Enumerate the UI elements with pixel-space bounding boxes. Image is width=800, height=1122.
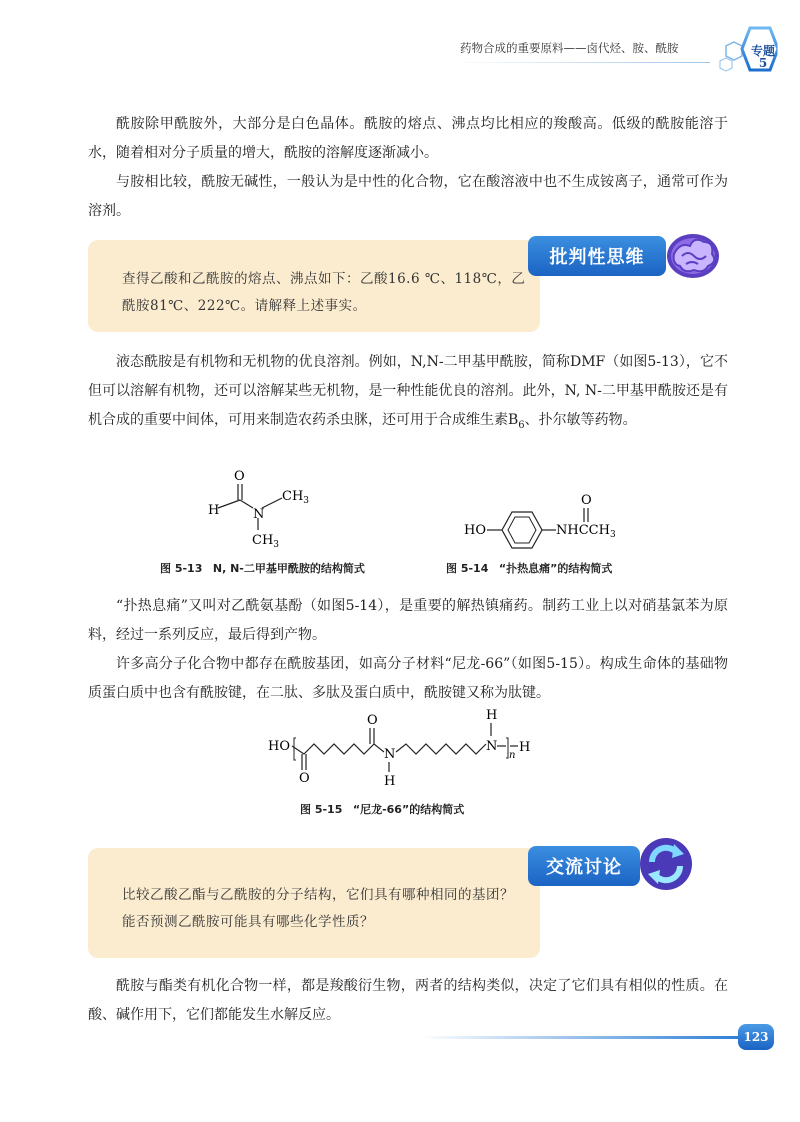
brain-icon — [664, 228, 722, 284]
badge-number: 5 — [758, 56, 768, 70]
running-header: 药物合成的重要原料——卤代烃、胺、酰胺 — [460, 41, 679, 55]
fig15-hydrogen-top: H — [486, 708, 498, 723]
dmf-paragraph — [88, 348, 728, 440]
figure-5-14-caption — [446, 560, 612, 576]
fig13-methyl-bottom: $CH_3$ — [252, 533, 280, 550]
fig15-oxygen-bottom: O — [299, 771, 310, 786]
paragraph-hydrolysis: 酰胺与酯类有机化合物一样，都是羧酸衍生物，两者的结构类似，决定了它们具有相似的性质。在酸、碱作用下，它们都能发生水解反应。 — [88, 978, 728, 1023]
fig15-caption-num: 图 5-15 — [300, 803, 343, 816]
figure-5-13-structure — [200, 462, 320, 557]
fig14-acetamide-group: $NHCCH_3$ — [556, 523, 616, 540]
critical-thinking-box — [88, 240, 540, 332]
fig13-oxygen: O — [234, 469, 245, 484]
discussion-tag: 交流讨论 — [528, 846, 640, 886]
figure-5-14-structure — [462, 488, 632, 553]
page-number: 123 — [743, 1030, 769, 1044]
bottom-paragraph — [88, 972, 728, 1030]
critical-thinking-text: 查得乙酸和乙酰胺的熔点、沸点如下：乙酸16.6 ℃、118℃，乙酰胺81℃、222℃。请解释上述事实。 — [122, 271, 526, 314]
fig15-nitrogen-end: N — [486, 739, 498, 754]
fig14-caption-num: 图 5-14 — [446, 562, 489, 575]
fig14-oxygen: O — [581, 493, 592, 508]
critical-thinking-tag: 批判性思维 — [528, 236, 666, 276]
middle-paragraphs — [88, 592, 728, 708]
figure-5-13-caption — [160, 560, 365, 576]
paragraph-paracetamol: “扑热息痛”又叫对乙酰氨基酚（如图5-14），是重要的解热镇痛药。制药工业上以对硝基氯苯为原料，经过一系列反应，最后得到产物。 — [88, 598, 728, 643]
fig14-hydroxy: HO — [464, 523, 486, 538]
refresh-arrows-icon — [636, 836, 696, 892]
badge-label: 专题 — [750, 44, 775, 58]
fig15-ho: HO — [268, 739, 290, 754]
fig15-repeat-n: n — [509, 750, 516, 761]
intro-paragraphs — [88, 110, 728, 226]
footer-rule — [420, 1036, 740, 1039]
fig13-hydrogen: H — [208, 503, 220, 518]
paragraph-properties: 酰胺除甲酰胺外，大部分是白色晶体。酰胺的熔点、沸点均比相应的羧酸高。低级的酰胺能溶于水，随着相对分子质量的增大，酰胺的溶解度逐渐减小。 — [88, 116, 728, 161]
page-number-badge — [738, 1024, 774, 1050]
fig15-hydrogen-mid: H — [384, 774, 396, 789]
fig13-nitrogen: N — [253, 507, 265, 522]
paragraph-comparison: 与胺相比较，酰胺无碱性，一般认为是中性的化合物，它在酸溶液中也不生成铵离子，通常可作为溶剂。 — [88, 174, 728, 219]
fig14-caption-text: “扑热息痛”的结构简式 — [498, 562, 613, 575]
header-rule — [450, 62, 710, 63]
fig13-methyl-top: $CH_3$ — [282, 489, 310, 506]
fig15-caption-text: “尼龙-66”的结构简式 — [352, 803, 465, 816]
figure-5-15-caption — [300, 801, 464, 817]
fig15-nitrogen-mid: N — [384, 747, 396, 762]
fig15-oxygen-top: O — [367, 713, 378, 728]
dmf-text: 液态酰胺是有机物和无机物的优良溶剂。例如，N,N-二甲基甲酰胺，简称DMF（如图5-13），它不但可以溶解有机物，还可以溶解某些无机物，是一种性能优良的溶剂。此外，N, N-二甲基甲酰胺还是有机合成的重要中间体，可用来制造农药杀虫脒，还可用于合成维生素B — [88, 354, 728, 428]
fig15-hydrogen-end: H — [519, 740, 531, 755]
fig13-caption-num: 图 5-13 — [160, 562, 203, 575]
paragraph-nylon: 许多高分子化合物中都存在酰胺基团，如高分子材料“尼龙-66”（如图5-15）。构成生命体的基础物质蛋白质中也含有酰胺键，在二肽、多肽及蛋白质中，酰胺键又称为肽键。 — [88, 656, 728, 701]
discussion-box — [88, 848, 540, 958]
fig13-caption-text: N, N-二甲基甲酰胺的结构简式 — [212, 562, 365, 575]
discussion-text: 比较乙酸乙酯与乙酰胺的分子结构，它们具有哪种相同的基团？能否预测乙酰胺可能具有哪些化学性质？ — [122, 887, 514, 930]
chapter-badge — [708, 20, 800, 84]
figure-5-15-structure — [266, 704, 546, 789]
vitamin-subscript: 6 — [518, 419, 525, 431]
dmf-text-end: 、扑尔敏等药物。 — [524, 412, 637, 428]
